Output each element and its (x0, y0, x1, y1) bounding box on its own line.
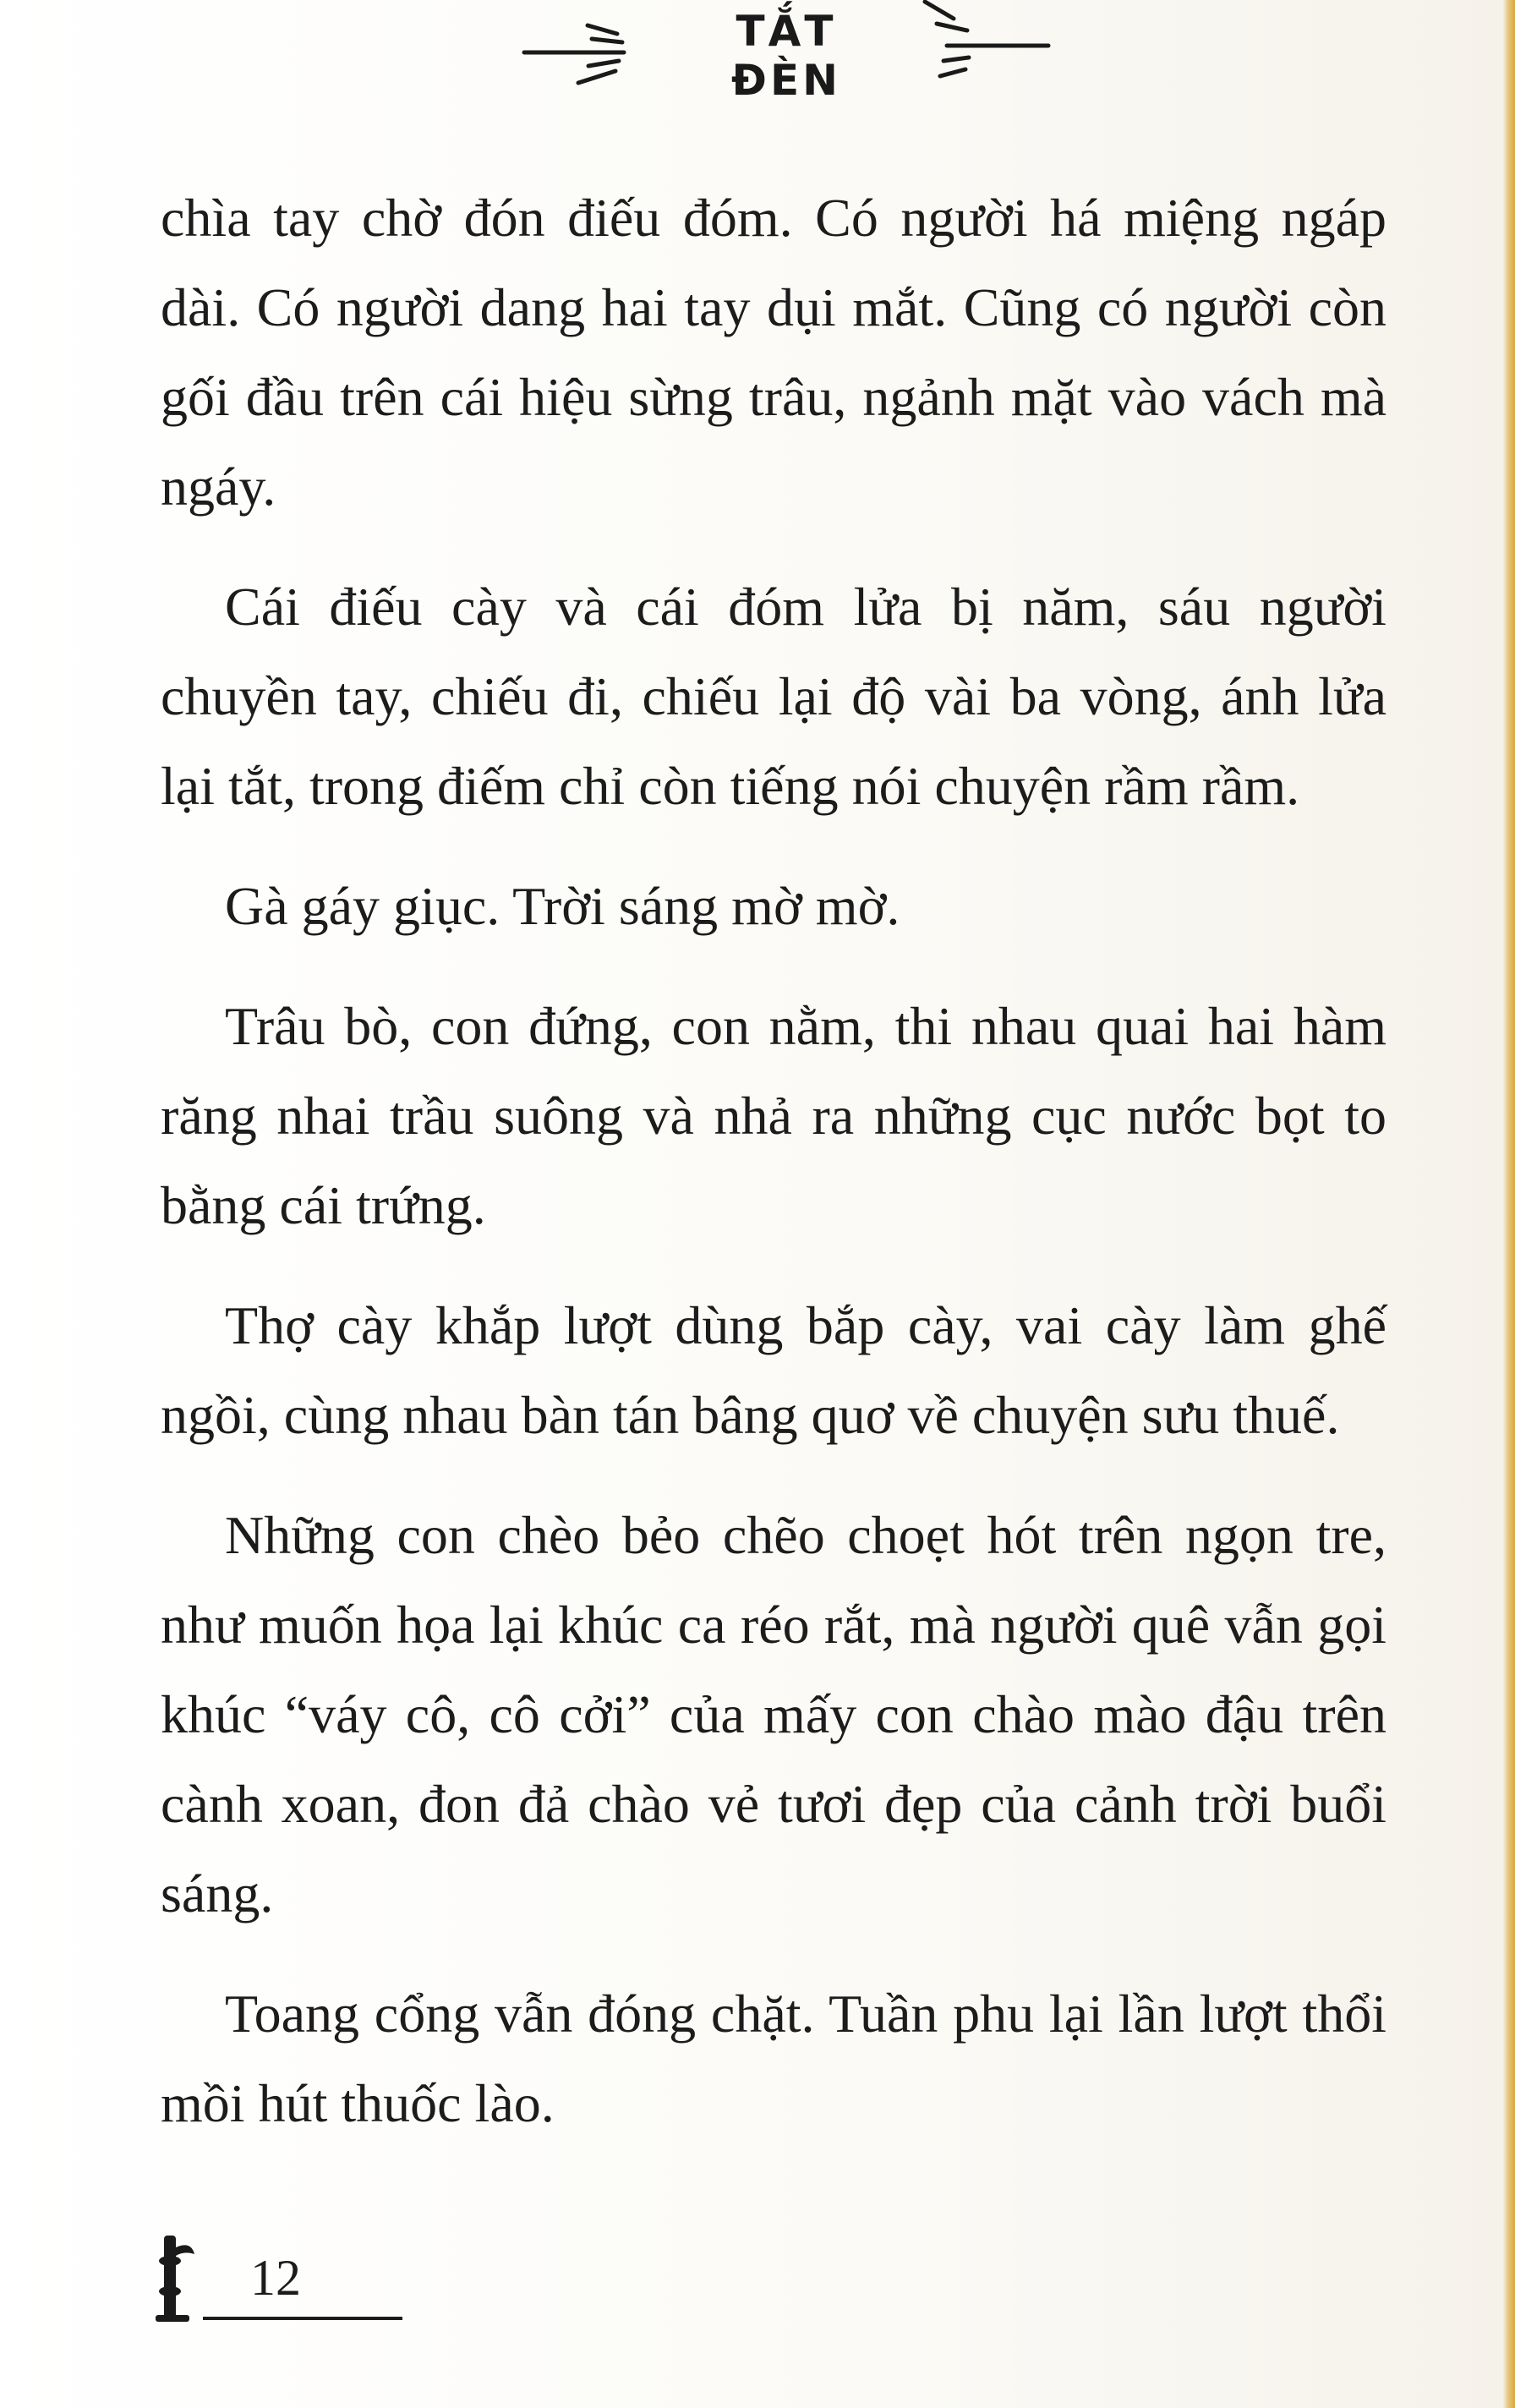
paragraph-6: Những con chèo bẻo chẽo choẹt hót trên ngọn tre, như muốn họa lại khúc ca réo rắt, mà người quê vẫn gọi khúc “váy cô, cô cởi” của mấy con chào mào đậu trên cành xoan, đon đả chào vẻ tươi đẹp của cảnh trời buổi sáng. (161, 1505, 1386, 1924)
page-footer (152, 2232, 406, 2325)
bamboo-ornament-icon (152, 2232, 203, 2325)
page-number: 12 (250, 2250, 301, 2306)
right-speed-lines-icon (913, 0, 1065, 93)
page-edge (1503, 0, 1515, 2408)
paragraph-5: Thợ cày khắp lượt dùng bắp cày, vai cày làm ghế ngồi, cùng nhau bàn tán bâng quơ về chuyện sưu thuế. (161, 1295, 1386, 1445)
paragraph-4: Trâu bò, con đứng, con nằm, thi nhau quai hai hàm răng nhai trầu suông và nhả ra những cục nước bọt to bằng cái trứng. (161, 996, 1386, 1235)
footer-rule (203, 2317, 402, 2320)
chapter-text (161, 173, 1386, 2179)
book-title: TẮT ĐÈN (731, 7, 841, 105)
paragraph-1: chìa tay chờ đón điếu đóm. Có người há miệng ngáp dài. Có người dang hai tay dụi mắt. Cũng có người còn gối đầu trên cái hiệu sừng trâu, ngảnh mặt vào vách mà ngáy. (161, 188, 1386, 517)
paragraph-3: Gà gáy giục. Trời sáng mờ mờ. (225, 876, 900, 936)
paragraph-7: Toang cổng vẫn đóng chặt. Tuần phu lại lần lượt thổi mồi hút thuốc lào. (161, 1984, 1386, 2133)
running-header (507, 0, 1065, 105)
paragraph-2: Cái điếu cày và cái đóm lửa bị năm, sáu người chuyền tay, chiếu đi, chiếu lại độ vài ba vòng, ánh lửa lại tắt, trong điếm chỉ còn tiếng nói chuyện rầm rầm. (161, 577, 1386, 816)
left-speed-lines-icon (507, 0, 659, 93)
